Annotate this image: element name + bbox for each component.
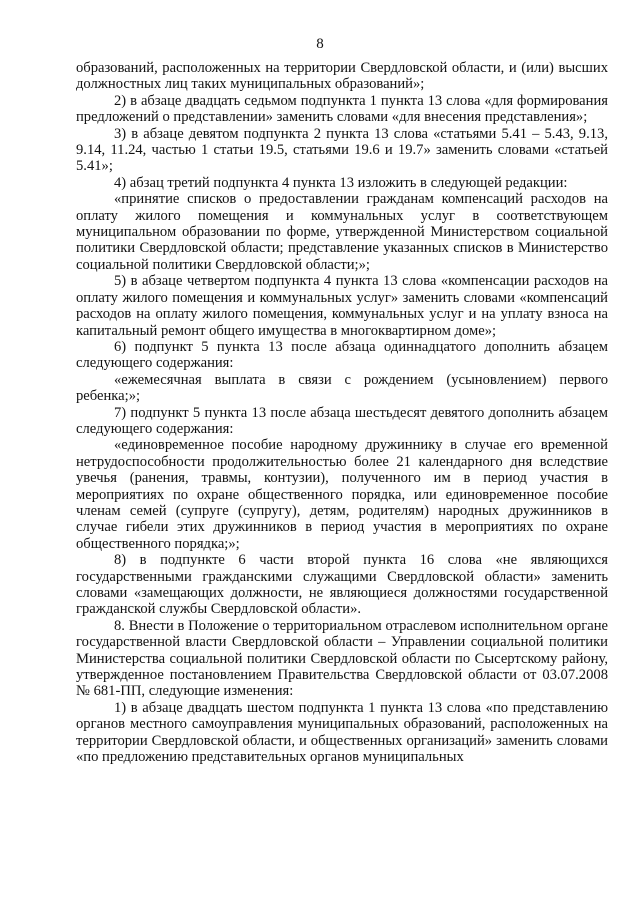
paragraph: 3) в абзаце девятом подпункта 2 пункта 13 слова «статьями 5.41 – 5.43, 9.13, 9.14, 11.24, частью 1 статьи 19.5, статьями 19.6 и 19.7» заменить словами «статьей 5.41»; bbox=[76, 125, 608, 175]
paragraph: 2) в абзаце двадцать седьмом подпункта 1 пункта 13 слова «для формирования предложений о представлении» заменить словами «для внесения представления»; bbox=[76, 92, 608, 126]
paragraph: «принятие списков о предоставлении гражданам компенсаций расходов на оплату жилого помещения и коммунальных услуг в соответствующем муниципальном образовании по форме, утвержденной Министерством социальной политики Свердловской области; представление указанных списков в Министерство социальной политики Свердловской области;»; bbox=[76, 191, 608, 273]
paragraph: образований, расположенных на территории Свердловской области, и (или) высших должностных лиц таких муниципальных образований»; bbox=[76, 60, 608, 93]
paragraph: 8. Внести в Положение о территориальном отраслевом исполнительном органе государственной власти Свердловской области – Управлении социальной политики Министерства социальной политики Свердловской области по Сысертскому району, утвержденное постановлением Правительства Свердловской области от 03.07.2008 № 681-ПП, следующие изменения: bbox=[76, 617, 608, 700]
paragraph: 1) в абзаце двадцать шестом подпункта 1 пункта 13 слова «по представлению органов местного самоуправления муниципальных образований, расположенных на территории Свердловской области, и общественных организаций» заменить словами «по предложению представительных органов муниципальных bbox=[76, 699, 608, 766]
paragraph: 5) в абзаце четвертом подпункта 4 пункта 13 слова «компенсации расходов на оплату жилого помещения и коммунальных услуг» заменить словами «компенсаций расходов на оплату жилого помещения, коммунальных услуг и на уплату взноса на капитальный ремонт общего имущества в многоквартирном доме»; bbox=[76, 273, 608, 339]
page-number: 8 bbox=[316, 36, 324, 52]
paragraph: 4) абзац третий подпункта 4 пункта 13 изложить в следующей редакции: bbox=[114, 174, 568, 191]
paragraph: 6) подпункт 5 пункта 13 после абзаца одиннадцатого дополнить абзацем следующего содержания: bbox=[76, 338, 608, 372]
document-body bbox=[76, 60, 608, 765]
paragraph: 8) в подпункте 6 части второй пункта 16 слова «не являющихся государственными гражданскими служащими Свердловской области» заменить словами «замещающих должности, не являющиеся должностями государственной гражданской службы Свердловской области». bbox=[76, 552, 608, 618]
paragraph: «единовременное пособие народному дружиннику в случае его временной нетрудоспособности продолжительностью более 21 календарного дня вследствие увечья (ранения, травмы, контузии), полученного им в период участия в мероприятиях по охране общественного порядка, или единовременное пособие членам семей (супруге (супругу), детям, родителям) народных дружинников в случае гибели этих дружинников в период участия в мероприятиях по охране общественного порядка;»; bbox=[76, 437, 608, 552]
paragraph: «ежемесячная выплата в связи с рождением (усыновлением) первого ребенка;»; bbox=[76, 371, 608, 405]
paragraph: 7) подпункт 5 пункта 13 после абзаца шестьдесят девятого дополнить абзацем следующего содержания: bbox=[76, 404, 608, 437]
